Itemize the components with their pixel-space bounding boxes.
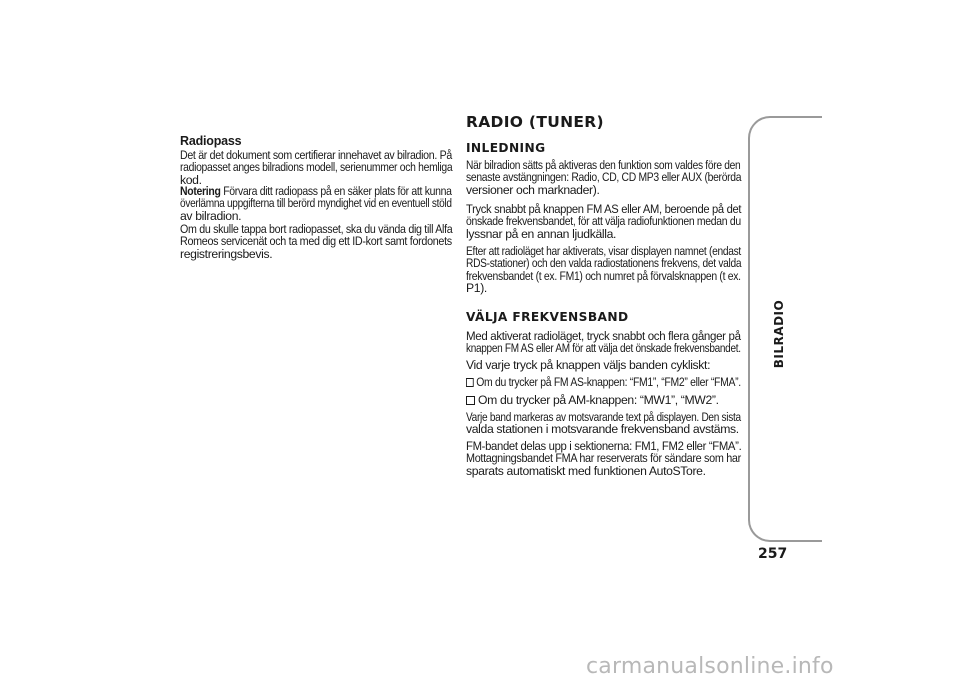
text-line: FM-bandet delas upp i sektionerna: FM1, FM2 eller “FMA”. <box>466 439 742 453</box>
radiopass-heading: Radiopass <box>180 134 242 148</box>
text-line: Mottagningsbandet FMA har reserverats för sändare som har <box>466 451 741 466</box>
text-line: överlämna uppgifterna till berörd myndighet vid en eventuell stöld <box>180 196 452 211</box>
text-line: kod. <box>180 172 202 187</box>
list-item <box>466 394 741 406</box>
list-item <box>466 376 741 388</box>
text-line: Om du skulle tappa bort radiopasset, ska du vända dig till Alfa <box>180 222 453 236</box>
text-line: Efter att radioläget har aktiverats, visar displayen namnet (endast <box>466 244 741 258</box>
watermark: carmanualsonline.info <box>586 654 834 679</box>
page-number: 257 <box>758 546 788 562</box>
text-line: önskade frekvensbandet, för att välja radiofunktionen medan du <box>466 214 741 229</box>
paragraph <box>466 411 741 436</box>
text-line: lyssnar på en annan ljudkälla. <box>466 226 617 241</box>
checkbox-bullet-icon <box>466 378 474 387</box>
text-line: Det är det dokument som certifierar innehavet av bilradion. På <box>180 148 452 162</box>
bullet-text: Om du trycker på AM-knappen: “MW1”, “MW2”. <box>478 393 719 407</box>
text-line: Vid varje tryck på knappen väljs banden cykliskt: <box>466 358 711 372</box>
text-line: Tryck snabbt på knappen FM AS eller AM, beroende på det <box>466 202 742 216</box>
text-line: registreringsbevis. <box>180 246 273 261</box>
section-heading-inledning: INLEDNING <box>466 141 546 155</box>
text-line: frekvensbandet (t ex. FM1) och numret på förvalsknappen (t ex. <box>466 268 741 283</box>
paragraph <box>466 203 741 240</box>
text-line: valda stationen i motsvarande frekvensband avstäms. <box>466 422 739 437</box>
text-line: Med aktiverat radioläget, tryck snabbt och flera gånger på <box>466 329 741 343</box>
paragraph <box>466 159 741 196</box>
text-line: radiopasset anges bilradions modell, serienummer och hemliga <box>180 160 453 175</box>
paragraph <box>466 359 741 371</box>
section-heading-valja-frekvensband: VÄLJA FREKVENSBAND <box>466 310 629 324</box>
note-label: Notering <box>180 184 221 198</box>
checkbox-bullet-icon <box>466 396 475 405</box>
side-tab-text: BILRADIO <box>772 299 786 369</box>
side-tab-label <box>772 294 786 374</box>
paragraph <box>466 245 741 295</box>
bullet-text: Om du trycker på FM AS-knappen: “FM1”, “FM2” eller “FMA”. <box>476 375 741 389</box>
page-title: RADIO (TUNER) <box>466 113 604 131</box>
text-line: Förvara ditt radiopass på en säker plats för att kunna <box>223 184 452 198</box>
text-line: P1). <box>466 281 487 296</box>
lost-radiopass-paragraph <box>180 223 452 260</box>
text-line: RDS-stationer) och den valda radiostationens frekvens, det valda <box>466 256 742 271</box>
text-line: senaste avstängningen: Radio, CD, CD MP3 eller AUX (berörda <box>466 170 742 185</box>
text-line: knappen FM AS eller AM för att välja det önskade frekvensbandet. <box>466 341 741 356</box>
paragraph <box>466 330 741 355</box>
note-paragraph <box>180 185 452 222</box>
text-line: versioner och marknader). <box>466 182 600 197</box>
paragraph <box>466 440 741 477</box>
text-line: Varje band markeras av motsvarande text på displayen. Den sista <box>466 410 741 424</box>
text-line: av bilradion. <box>180 208 242 223</box>
text-line: Romeos servicenät och ta med dig ett ID-kort samt fordonets <box>180 234 452 249</box>
text-line: När bilradion sätts på aktiveras den funktion som valdes före den <box>466 158 741 172</box>
radiopass-paragraph <box>180 149 452 186</box>
text-line: sparats automatiskt med funktionen AutoSTore. <box>466 463 706 478</box>
